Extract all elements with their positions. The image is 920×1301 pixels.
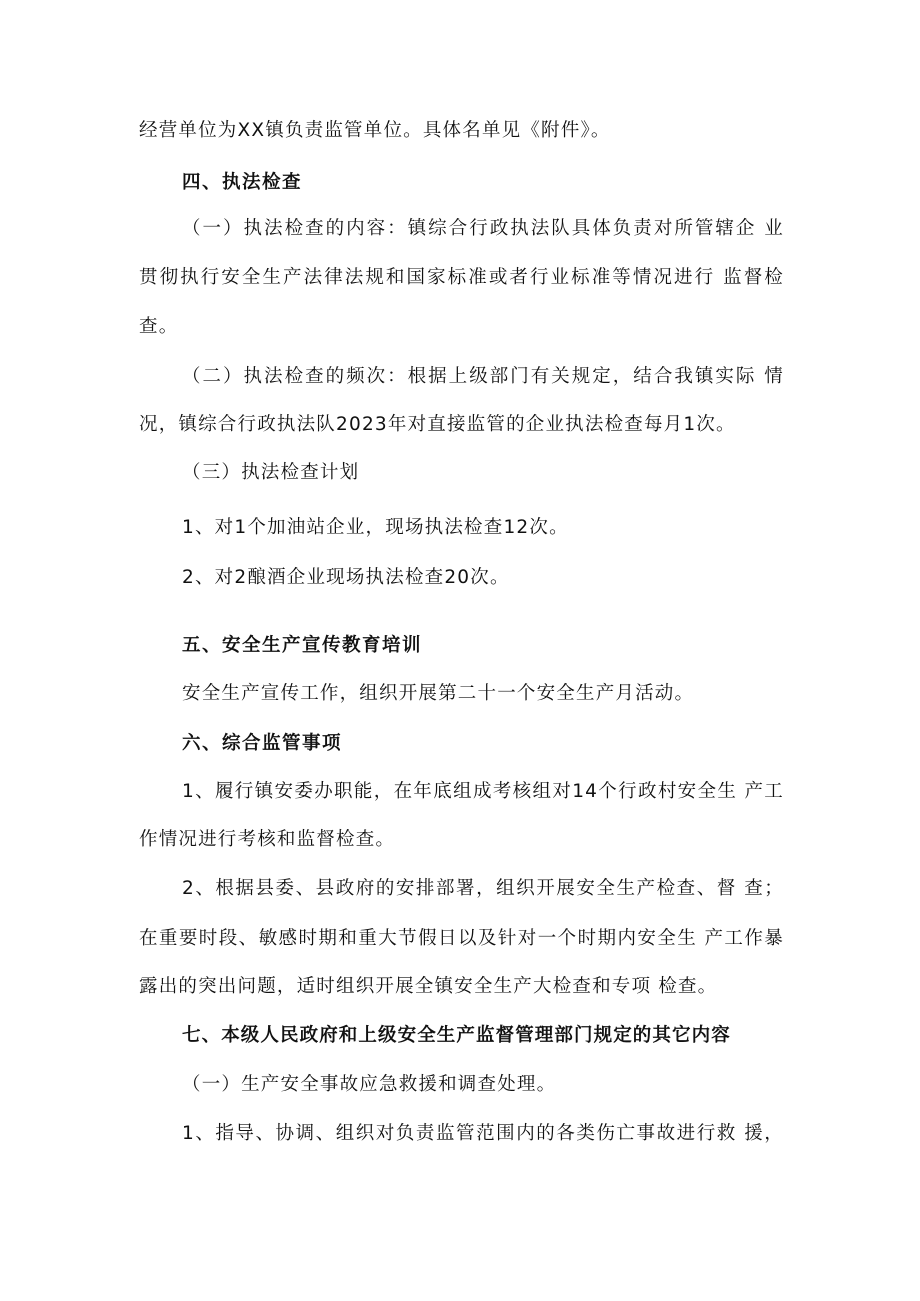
subsection-heading: （一）生产安全事故应急救援和调查处理。 (182, 1074, 557, 1095)
paragraph-line: （二）执法检查的频次：根据上级部门有关规定，结合我镇实际 情 (182, 366, 784, 387)
section-heading-6: 六、综合监管事项 (182, 733, 343, 754)
paragraph-line: 况，镇综合行政执法队2023年对直接监管的企业执法检查每月1次。 (139, 414, 736, 435)
list-item: 2、对2酿酒企业现场执法检查20次。 (182, 567, 510, 588)
paragraph-line: （一）执法检查的内容：镇综合行政执法队具体负责对所管辖企 业 (182, 218, 784, 239)
paragraph-line: 安全生产宣传工作，组织开展第二十一个安全生产月活动。 (182, 683, 695, 704)
paragraph-line: 在重要时段、敏感时期和重大节假日以及针对一个时期内安全生 产工作暴 (139, 928, 784, 949)
paragraph-line: 查。 (139, 316, 179, 337)
list-item: 2、根据县委、县政府的安排部署，组织开展安全生产检查、督 查； (182, 878, 784, 899)
list-item: 1、指导、协调、组织对负责监管范围内的各类伤亡事故进行救 援， (182, 1123, 784, 1144)
section-heading-5: 五、安全生产宣传教育培训 (182, 635, 423, 656)
paragraph-line: 作情况进行考核和监督检查。 (139, 829, 396, 850)
list-item: 1、对1个加油站企业，现场执法检查12次。 (182, 517, 569, 538)
section-heading-7: 七、本级人民政府和上级安全生产监督管理部门规定的其它内容 (182, 1025, 731, 1046)
list-item: 1、履行镇安委办职能，在年底组成考核组对14个行政村安全生 产工 (182, 781, 784, 802)
paragraph-line: 贯彻执行安全生产法律法规和国家标准或者行业标准等情况进行 监督检 (139, 267, 784, 288)
section-heading-4: 四、执法检查 (182, 172, 303, 193)
subsection-heading: （三）执法检查计划 (182, 462, 360, 483)
paragraph-line: 经营单位为XX镇负责监管单位。具体名单见《附件》。 (139, 120, 611, 141)
paragraph-line: 露出的突出问题，适时组织开展全镇安全生产大检查和专项 检查。 (139, 976, 718, 997)
